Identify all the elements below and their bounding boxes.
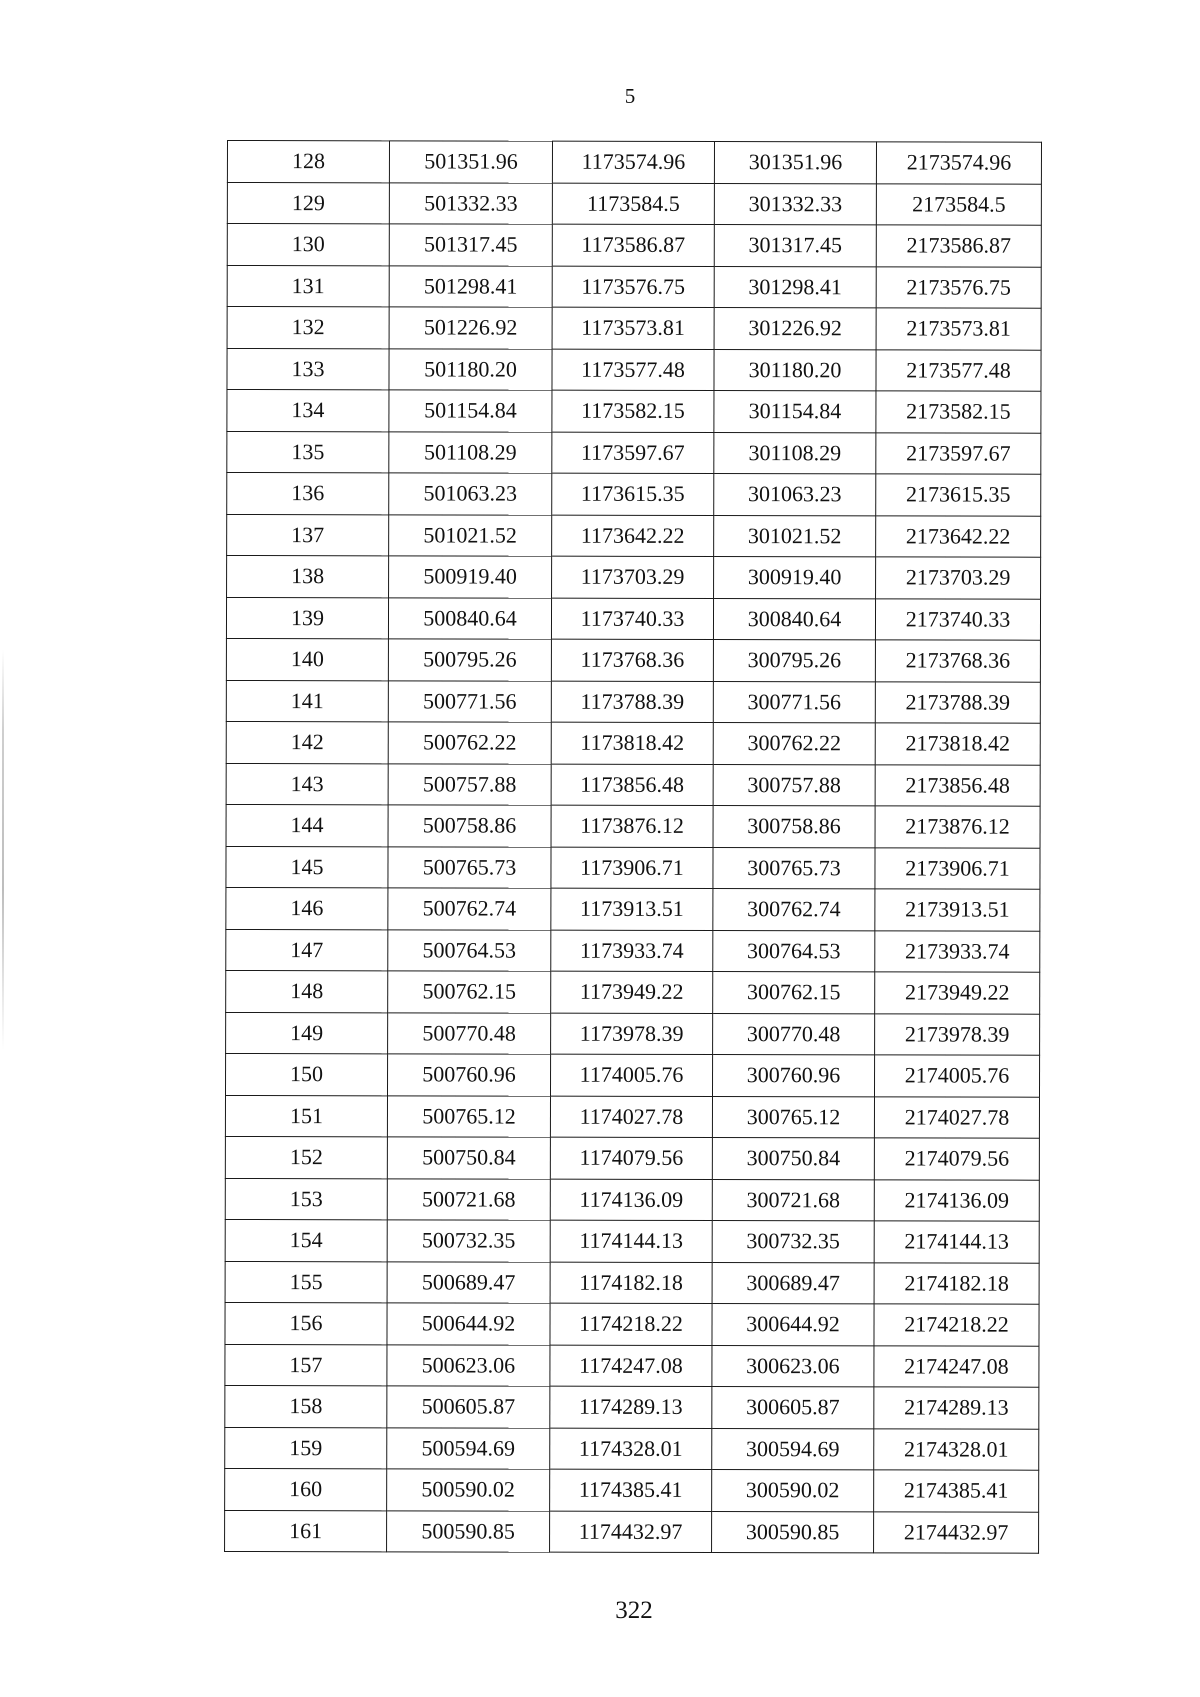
point-number-cell: 137 <box>227 514 389 556</box>
x2-coordinate-cell: 300765.12 <box>712 1096 874 1138</box>
y2-coordinate-cell: 2173856.48 <box>875 764 1040 806</box>
x-coordinate-cell: 500757.88 <box>388 763 551 805</box>
point-number-cell: 135 <box>227 431 389 473</box>
x2-coordinate-cell: 300590.85 <box>712 1511 874 1553</box>
x2-coordinate-cell: 300750.84 <box>712 1138 874 1180</box>
x-coordinate-cell: 500765.73 <box>388 846 551 888</box>
y2-coordinate-cell: 2173642.22 <box>876 515 1041 557</box>
x-coordinate-cell: 501332.33 <box>389 182 552 224</box>
y2-coordinate-cell: 2173818.42 <box>875 723 1040 765</box>
y-coordinate-cell: 1173577.48 <box>552 349 714 391</box>
y-coordinate-cell: 1173642.22 <box>552 515 714 557</box>
y-coordinate-cell: 1173913.51 <box>551 888 713 930</box>
y2-coordinate-cell: 2174385.41 <box>874 1470 1039 1512</box>
table-row <box>225 1095 1039 1138</box>
table-row <box>226 680 1040 723</box>
table-row <box>227 473 1041 516</box>
y-coordinate-cell: 1174079.56 <box>550 1137 712 1179</box>
y2-coordinate-cell: 2173597.67 <box>876 432 1041 474</box>
point-number-cell: 161 <box>225 1510 387 1552</box>
y2-coordinate-cell: 2173913.51 <box>875 889 1040 931</box>
y-coordinate-cell: 1174289.13 <box>550 1386 712 1428</box>
point-number-cell: 147 <box>226 929 388 971</box>
point-number-cell: 130 <box>227 224 389 266</box>
y2-coordinate-cell: 2173768.36 <box>875 640 1040 682</box>
y2-coordinate-cell: 2174182.18 <box>874 1262 1039 1304</box>
y-coordinate-cell: 1173768.36 <box>551 639 713 681</box>
table-row <box>226 887 1040 930</box>
table-row <box>227 348 1041 391</box>
y-coordinate-cell: 1173978.39 <box>551 1013 713 1055</box>
x2-coordinate-cell: 300689.47 <box>712 1262 874 1304</box>
table-row <box>227 265 1041 308</box>
point-number-cell: 141 <box>226 680 388 722</box>
table-row <box>227 141 1041 184</box>
y2-coordinate-cell: 2173876.12 <box>875 806 1040 848</box>
x2-coordinate-cell: 300771.56 <box>713 681 875 723</box>
x-coordinate-cell: 500590.85 <box>387 1510 550 1552</box>
y2-coordinate-cell: 2173586.87 <box>876 225 1041 267</box>
x-coordinate-cell: 500919.40 <box>389 556 552 598</box>
page-number-top: 5 <box>624 84 636 108</box>
x-coordinate-cell: 501154.84 <box>389 390 552 432</box>
point-number-cell: 151 <box>225 1095 387 1137</box>
x2-coordinate-cell: 301298.41 <box>714 266 876 308</box>
y-coordinate-cell: 1174432.97 <box>550 1511 712 1553</box>
page-number-bottom: 322 <box>615 1597 653 1624</box>
point-number-cell: 155 <box>225 1261 387 1303</box>
y2-coordinate-cell: 2173573.81 <box>876 308 1041 350</box>
y-coordinate-cell: 1174182.18 <box>550 1262 712 1304</box>
table-row <box>225 1344 1039 1387</box>
x2-coordinate-cell: 301317.45 <box>714 225 876 267</box>
point-number-cell: 139 <box>226 597 388 639</box>
x-coordinate-cell: 501351.96 <box>389 141 552 183</box>
x-coordinate-cell: 500605.87 <box>387 1386 550 1428</box>
x2-coordinate-cell: 300758.86 <box>713 806 875 848</box>
x-coordinate-cell: 500721.68 <box>387 1178 550 1220</box>
point-number-cell: 134 <box>227 390 389 432</box>
point-number-cell: 140 <box>226 638 388 680</box>
y2-coordinate-cell: 2173740.33 <box>875 598 1040 640</box>
y-coordinate-cell: 1173584.5 <box>552 183 714 225</box>
x2-coordinate-cell: 301180.20 <box>714 349 876 391</box>
table-row <box>225 1385 1039 1428</box>
y-coordinate-cell: 1173574.96 <box>552 141 714 183</box>
point-number-cell: 149 <box>226 1012 388 1054</box>
y2-coordinate-cell: 2174432.97 <box>874 1511 1039 1553</box>
y2-coordinate-cell: 2173576.75 <box>876 266 1041 308</box>
table-row <box>227 556 1041 599</box>
table-row <box>226 721 1040 764</box>
point-number-cell: 160 <box>225 1468 387 1510</box>
point-number-cell: 154 <box>225 1219 387 1261</box>
y-coordinate-cell: 1173906.71 <box>551 847 713 889</box>
y-coordinate-cell: 1173615.35 <box>552 473 714 515</box>
y-coordinate-cell: 1174328.01 <box>550 1428 712 1470</box>
x2-coordinate-cell: 301063.23 <box>714 474 876 516</box>
y-coordinate-cell: 1173576.75 <box>552 266 714 308</box>
coordinate-table-body <box>225 141 1042 1554</box>
table-row <box>226 804 1040 847</box>
scan-edge-mark <box>2 650 4 1050</box>
x-coordinate-cell: 500594.69 <box>387 1427 550 1469</box>
x-coordinate-cell: 500762.22 <box>388 722 551 764</box>
point-number-cell: 136 <box>227 473 389 515</box>
x2-coordinate-cell: 300644.92 <box>712 1304 874 1346</box>
x2-coordinate-cell: 300762.22 <box>713 723 875 765</box>
y-coordinate-cell: 1173703.29 <box>552 556 714 598</box>
y-coordinate-cell: 1173597.67 <box>552 432 714 474</box>
point-number-cell: 138 <box>227 556 389 598</box>
x-coordinate-cell: 500795.26 <box>388 639 551 681</box>
y-coordinate-cell: 1173876.12 <box>551 805 713 847</box>
x2-coordinate-cell: 301351.96 <box>714 142 876 184</box>
x-coordinate-cell: 500623.06 <box>387 1344 550 1386</box>
y2-coordinate-cell: 2173703.29 <box>876 557 1041 599</box>
x-coordinate-cell: 501063.23 <box>389 473 552 515</box>
x2-coordinate-cell: 301154.84 <box>714 391 876 433</box>
table-row <box>227 514 1041 557</box>
table-row <box>225 1261 1039 1304</box>
x-coordinate-cell: 500762.74 <box>388 888 551 930</box>
table-row <box>225 1136 1039 1179</box>
y2-coordinate-cell: 2174289.13 <box>874 1387 1039 1429</box>
y-coordinate-cell: 1173818.42 <box>551 722 713 764</box>
table-row <box>226 846 1040 889</box>
point-number-cell: 152 <box>225 1136 387 1178</box>
x2-coordinate-cell: 300840.64 <box>713 598 875 640</box>
y2-coordinate-cell: 2174247.08 <box>874 1345 1039 1387</box>
y-coordinate-cell: 1173582.15 <box>552 390 714 432</box>
table-row <box>225 1178 1039 1221</box>
x2-coordinate-cell: 300762.74 <box>713 889 875 931</box>
y-coordinate-cell: 1174385.41 <box>550 1469 712 1511</box>
x-coordinate-cell: 500765.12 <box>387 1095 550 1137</box>
x2-coordinate-cell: 300732.35 <box>712 1221 874 1263</box>
x2-coordinate-cell: 300721.68 <box>712 1179 874 1221</box>
y-coordinate-cell: 1174144.13 <box>550 1220 712 1262</box>
point-number-cell: 157 <box>225 1344 387 1386</box>
x-coordinate-cell: 501021.52 <box>389 514 552 556</box>
x2-coordinate-cell: 301108.29 <box>714 432 876 474</box>
x-coordinate-cell: 500732.35 <box>387 1220 550 1262</box>
y2-coordinate-cell: 2173574.96 <box>876 142 1041 184</box>
x-coordinate-cell: 500644.92 <box>387 1303 550 1345</box>
point-number-cell: 150 <box>225 1053 387 1095</box>
y2-coordinate-cell: 2174027.78 <box>874 1096 1039 1138</box>
y2-coordinate-cell: 2173577.48 <box>876 349 1041 391</box>
point-number-cell: 159 <box>225 1427 387 1469</box>
y2-coordinate-cell: 2174328.01 <box>874 1428 1039 1470</box>
x2-coordinate-cell: 300762.15 <box>713 972 875 1014</box>
x2-coordinate-cell: 300764.53 <box>713 930 875 972</box>
x-coordinate-cell: 500689.47 <box>387 1261 550 1303</box>
x2-coordinate-cell: 301226.92 <box>714 308 876 350</box>
y-coordinate-cell: 1173856.48 <box>551 764 713 806</box>
x-coordinate-cell: 500590.02 <box>387 1469 550 1511</box>
table-row <box>225 1219 1039 1262</box>
y2-coordinate-cell: 2173978.39 <box>875 1013 1040 1055</box>
x2-coordinate-cell: 300623.06 <box>712 1345 874 1387</box>
y-coordinate-cell: 1174136.09 <box>550 1179 712 1221</box>
point-number-cell: 131 <box>227 265 389 307</box>
x2-coordinate-cell: 300594.69 <box>712 1428 874 1470</box>
y2-coordinate-cell: 2173584.5 <box>876 183 1041 225</box>
table-row <box>227 307 1041 350</box>
point-number-cell: 143 <box>226 763 388 805</box>
x-coordinate-cell: 500750.84 <box>387 1137 550 1179</box>
y-coordinate-cell: 1173573.81 <box>552 307 714 349</box>
y2-coordinate-cell: 2173582.15 <box>876 391 1041 433</box>
point-number-cell: 132 <box>227 307 389 349</box>
x-coordinate-cell: 500764.53 <box>388 929 551 971</box>
x2-coordinate-cell: 300590.02 <box>712 1470 874 1512</box>
point-number-cell: 153 <box>225 1178 387 1220</box>
y2-coordinate-cell: 2174079.56 <box>874 1138 1039 1180</box>
y2-coordinate-cell: 2173933.74 <box>875 930 1040 972</box>
x-coordinate-cell: 501180.20 <box>389 348 552 390</box>
point-number-cell: 146 <box>226 887 388 929</box>
y2-coordinate-cell: 2174218.22 <box>874 1304 1039 1346</box>
table-row <box>225 1053 1039 1096</box>
table-row <box>225 1427 1039 1470</box>
x-coordinate-cell: 501317.45 <box>389 224 552 266</box>
point-number-cell: 158 <box>225 1385 387 1427</box>
x2-coordinate-cell: 300760.96 <box>712 1055 874 1097</box>
y2-coordinate-cell: 2173615.35 <box>876 474 1041 516</box>
table-row <box>227 390 1041 433</box>
point-number-cell: 156 <box>225 1302 387 1344</box>
y-coordinate-cell: 1173586.87 <box>552 224 714 266</box>
table-row <box>227 182 1041 225</box>
x-coordinate-cell: 501298.41 <box>389 265 552 307</box>
y-coordinate-cell: 1174218.22 <box>550 1303 712 1345</box>
table-row <box>227 224 1041 267</box>
table-row <box>226 970 1040 1013</box>
table-row <box>226 597 1040 640</box>
table-row <box>225 1468 1039 1511</box>
y2-coordinate-cell: 2173949.22 <box>875 972 1040 1014</box>
point-number-cell: 145 <box>226 846 388 888</box>
table-row <box>225 1510 1039 1553</box>
y2-coordinate-cell: 2174144.13 <box>874 1221 1039 1263</box>
point-number-cell: 128 <box>227 141 389 183</box>
x2-coordinate-cell: 300765.73 <box>713 847 875 889</box>
point-number-cell: 148 <box>226 970 388 1012</box>
point-number-cell: 144 <box>226 804 388 846</box>
x-coordinate-cell: 500758.86 <box>388 805 551 847</box>
y2-coordinate-cell: 2174136.09 <box>874 1179 1039 1221</box>
coordinate-table <box>224 140 1042 1554</box>
x2-coordinate-cell: 300757.88 <box>713 764 875 806</box>
table-row <box>226 638 1040 681</box>
table-row <box>226 929 1040 972</box>
x-coordinate-cell: 500762.15 <box>388 971 551 1013</box>
point-number-cell: 129 <box>227 182 389 224</box>
y2-coordinate-cell: 2173788.39 <box>875 681 1040 723</box>
y2-coordinate-cell: 2173906.71 <box>875 847 1040 889</box>
x-coordinate-cell: 501108.29 <box>389 431 552 473</box>
y2-coordinate-cell: 2174005.76 <box>874 1055 1039 1097</box>
x-coordinate-cell: 500771.56 <box>388 680 551 722</box>
x2-coordinate-cell: 301021.52 <box>714 515 876 557</box>
y-coordinate-cell: 1173949.22 <box>551 971 713 1013</box>
y-coordinate-cell: 1173740.33 <box>551 598 713 640</box>
x2-coordinate-cell: 301332.33 <box>714 183 876 225</box>
y-coordinate-cell: 1174005.76 <box>550 1054 712 1096</box>
x2-coordinate-cell: 300795.26 <box>713 640 875 682</box>
table-row <box>225 1302 1039 1345</box>
point-number-cell: 133 <box>227 348 389 390</box>
x2-coordinate-cell: 300605.87 <box>712 1387 874 1429</box>
table-row <box>227 431 1041 474</box>
table-row <box>226 763 1040 806</box>
x-coordinate-cell: 500840.64 <box>388 597 551 639</box>
x-coordinate-cell: 500760.96 <box>387 1054 550 1096</box>
x-coordinate-cell: 500770.48 <box>388 1012 551 1054</box>
x2-coordinate-cell: 300770.48 <box>713 1013 875 1055</box>
y-coordinate-cell: 1174247.08 <box>550 1345 712 1387</box>
x2-coordinate-cell: 300919.40 <box>714 557 876 599</box>
y-coordinate-cell: 1173788.39 <box>551 681 713 723</box>
y-coordinate-cell: 1174027.78 <box>550 1096 712 1138</box>
x-coordinate-cell: 501226.92 <box>389 307 552 349</box>
y-coordinate-cell: 1173933.74 <box>551 930 713 972</box>
point-number-cell: 142 <box>226 721 388 763</box>
table-row <box>226 1012 1040 1055</box>
